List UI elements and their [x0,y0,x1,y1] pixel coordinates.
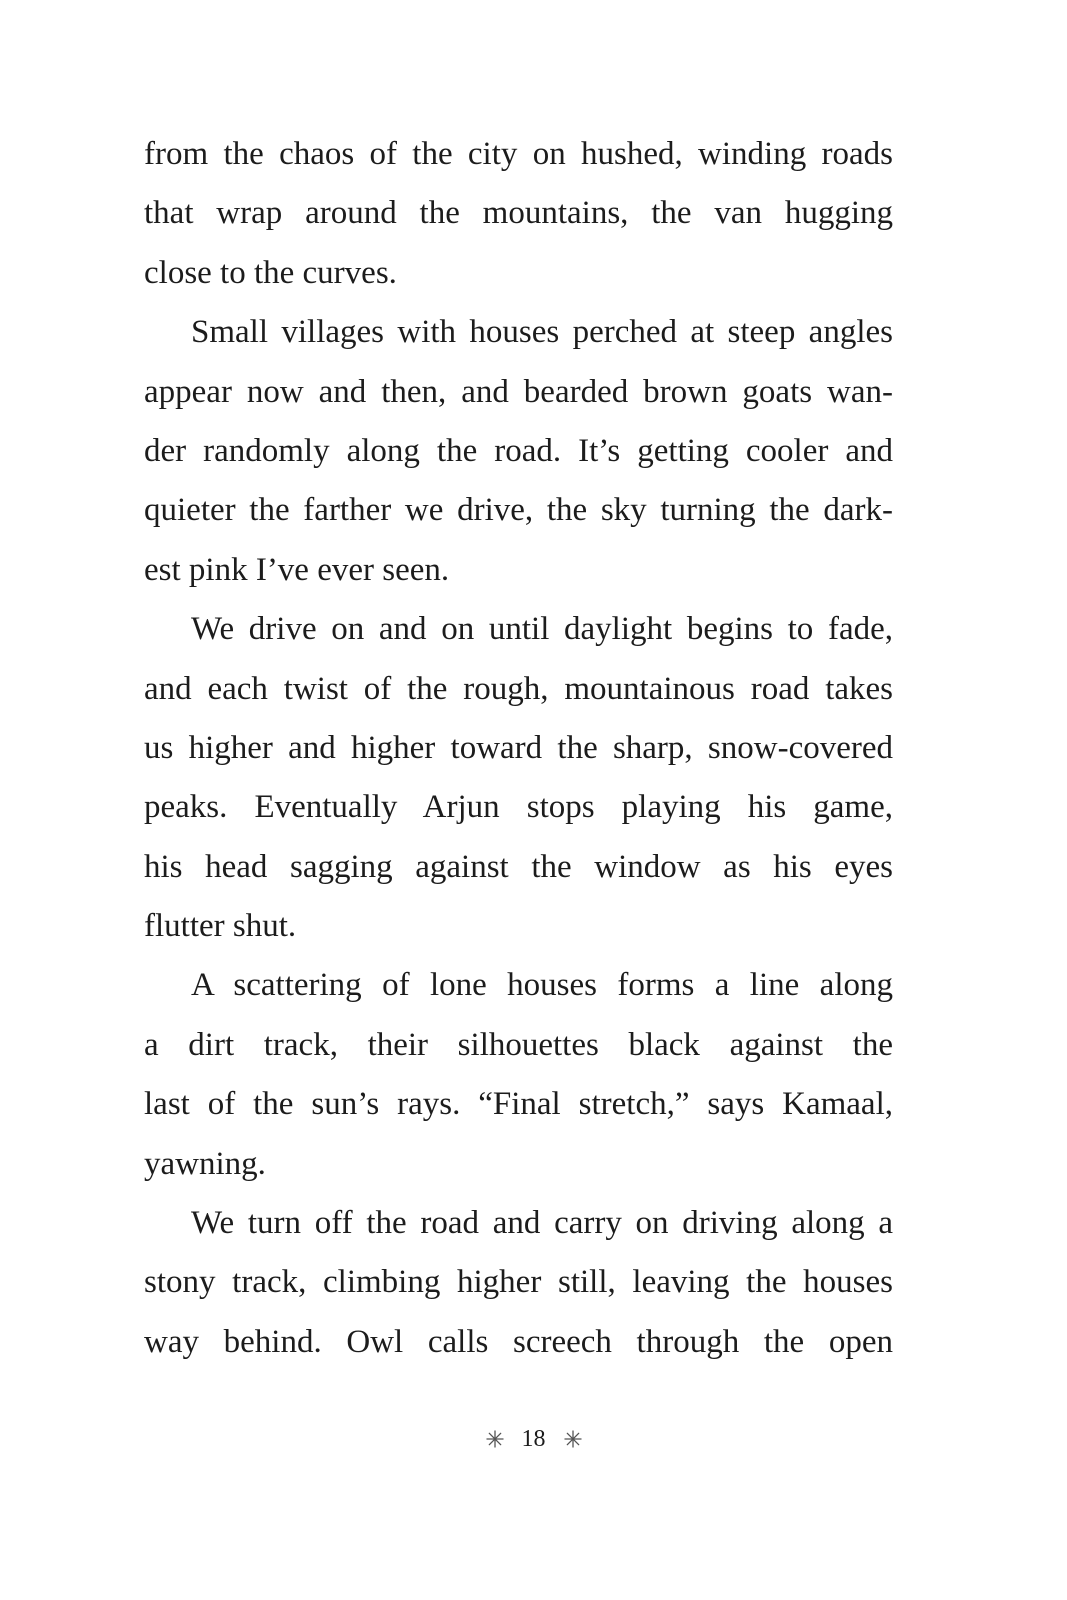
page-number: 18 [521,1426,546,1453]
text-line: We drive on and on until daylight begins to fade, [191,611,893,648]
asterisk-star-icon [564,1430,582,1448]
text-line: est pink I’ve ever seen. [144,551,450,588]
asterisk-star-icon [486,1430,504,1448]
text-line: Small villages with houses perched at steep angles [191,314,893,351]
text-line: flutter shut. [144,908,297,945]
text-line: We turn off the road and carry on driving along a [191,1205,893,1242]
text-line: that wrap around the mountains, the van hugging [144,195,893,232]
text-line: way behind. Owl calls screech through the open [144,1323,893,1360]
text-line: from the chaos of the city on hushed, winding roads [144,136,893,172]
text-line: A scattering of lone houses forms a line along [191,967,893,1004]
text-line: yawning. [144,1145,266,1182]
text-line: quieter the farther we drive, the sky turning the dark- [144,492,893,529]
body-text [144,125,893,1372]
text-line: us higher and higher toward the sharp, snow-covered [144,729,893,766]
text-line: last of the sun’s rays. “Final stretch,” says Kamaal, [144,1086,893,1123]
text-line: peaks. Eventually Arjun stops playing his game, [144,789,893,826]
text-line: stony track, climbing higher still, leaving the houses [144,1264,893,1301]
page-footer [0,1422,1067,1455]
text-line: a dirt track, their silhouettes black against the [144,1026,893,1063]
text-line: der randomly along the road. It’s getting cooler and [144,432,893,469]
text-line: close to the curves. [144,254,397,291]
text-line: and each twist of the rough, mountainous road takes [144,670,893,707]
text-line: his head sagging against the window as his eyes [144,848,893,885]
text-line: appear now and then, and bearded brown goats wan- [144,373,893,410]
